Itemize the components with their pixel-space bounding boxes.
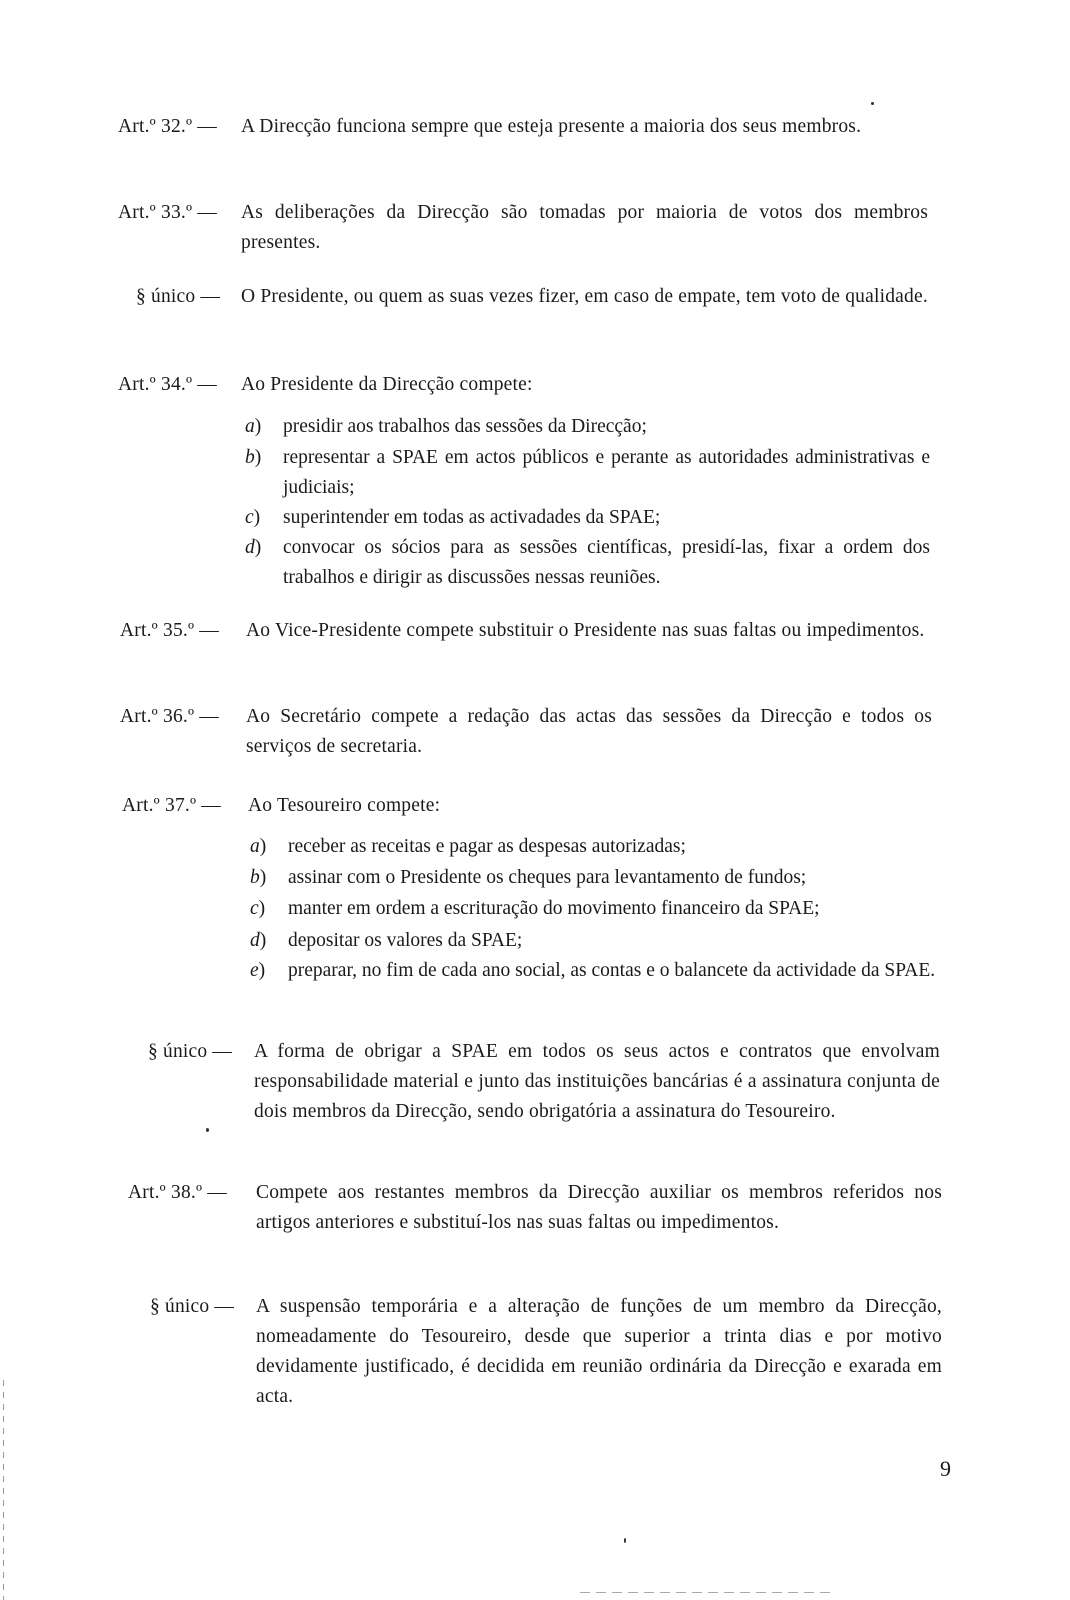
item-letter: b) (250, 867, 267, 888)
list-item (245, 533, 930, 593)
item-text: preparar, no fim de cada ano social, as contas e o balancete da actividade da SPAE. (288, 960, 936, 981)
paragraph-text: O Presidente, ou quem as suas vezes fizer, em caso de empate, tem voto de qualidade. (241, 286, 928, 307)
item-letter: c) (245, 507, 261, 528)
article-35 (120, 616, 932, 646)
article-label: Art.º 35.º — (120, 620, 219, 641)
article-text: Ao Presidente da Direcção compete: (241, 374, 533, 395)
item-letter: d) (250, 930, 267, 951)
scan-speck (624, 1538, 626, 1543)
article-label: Art.º 37.º — (122, 795, 221, 816)
article-36 (120, 702, 932, 762)
list-item (245, 412, 930, 442)
paragraph-label: § único — (148, 1041, 233, 1062)
paragraph-unico-37 (148, 1037, 940, 1127)
article-text: Ao Secretário compete a redação das actas das sessões da Direcção e todos os serviços de secretaria. (246, 706, 932, 757)
list-item (250, 956, 940, 986)
item-letter: b) (245, 447, 262, 468)
item-letter: d) (245, 537, 262, 558)
paragraph-unico-38 (150, 1292, 942, 1412)
list-item (250, 926, 940, 956)
paragraph-unico-33 (136, 282, 928, 312)
item-letter: e) (250, 960, 266, 981)
article-38 (128, 1178, 942, 1238)
list-item (250, 832, 940, 862)
article-text: Compete aos restantes membros da Direcção auxiliar os membros referidos nos artigos anteriores e substituí-los nas suas faltas ou impedimentos. (256, 1182, 942, 1233)
article-label: Art.º 32.º — (118, 116, 217, 137)
item-letter: a) (250, 836, 267, 857)
article-33 (118, 198, 928, 258)
item-letter: c) (250, 898, 266, 919)
article-32 (118, 112, 928, 142)
item-text: assinar com o Presidente os cheques para levantamento de fundos; (288, 867, 807, 888)
item-text: superintender em todas as activadades da SPAE; (283, 507, 661, 528)
list-item (250, 863, 940, 893)
item-text: manter em ordem a escrituração do movimento financeiro da SPAE; (288, 898, 820, 919)
article-text: Ao Vice-Presidente compete substituir o Presidente nas suas faltas ou impedimentos. (246, 620, 925, 641)
list-item (245, 503, 930, 533)
article-text: Ao Tesoureiro compete: (248, 795, 441, 816)
item-text: representar a SPAE em actos públicos e perante as autoridades administrativas e judiciais; (283, 447, 930, 498)
article-text: A Direcção funciona sempre que esteja presente a maioria dos seus membros. (241, 116, 862, 137)
scan-edge-line (3, 1380, 4, 1600)
item-text: depositar os valores da SPAE; (288, 930, 523, 951)
scan-speck (206, 1128, 209, 1132)
article-34 (118, 370, 928, 400)
article-37 (122, 791, 934, 821)
article-label: Art.º 33.º — (118, 202, 217, 223)
article-label: Art.º 34.º — (118, 374, 217, 395)
article-label: Art.º 38.º — (128, 1182, 227, 1203)
scan-speck (871, 102, 874, 105)
item-text: convocar os sócios para as sessões científicas, presidí-las, fixar a ordem dos trabalhos e dirigir as discussões nessas reuniões. (283, 537, 930, 588)
page-number: 9 (940, 1456, 951, 1481)
item-text: receber as receitas e pagar as despesas autorizadas; (288, 836, 686, 857)
item-text: presidir aos trabalhos das sessões da Direcção; (283, 416, 647, 437)
list-item (250, 894, 940, 924)
paragraph-text: A forma de obrigar a SPAE em todos os seus actos e contratos que envolvam responsabilidade material e junto das instituições bancárias é a assinatura conjunta de dois membros da Direcção, sendo obrigatória a assinatura do Tesoureiro. (254, 1041, 940, 1122)
item-letter: a) (245, 416, 262, 437)
scan-bottom-line (580, 1592, 830, 1593)
article-text: As deliberações da Direcção são tomadas por maioria de votos dos membros presentes. (241, 202, 928, 253)
paragraph-label: § único — (150, 1296, 235, 1317)
paragraph-label: § único — (136, 286, 221, 307)
article-label: Art.º 36.º — (120, 706, 219, 727)
list-item (245, 443, 930, 503)
paragraph-text: A suspensão temporária e a alteração de funções de um membro da Direcção, nomeadamente do Tesoureiro, desde que superior a trinta dias e por motivo devidamente justificado, é decidida em reunião ordinária da Direcção e exarada em acta. (256, 1296, 942, 1407)
